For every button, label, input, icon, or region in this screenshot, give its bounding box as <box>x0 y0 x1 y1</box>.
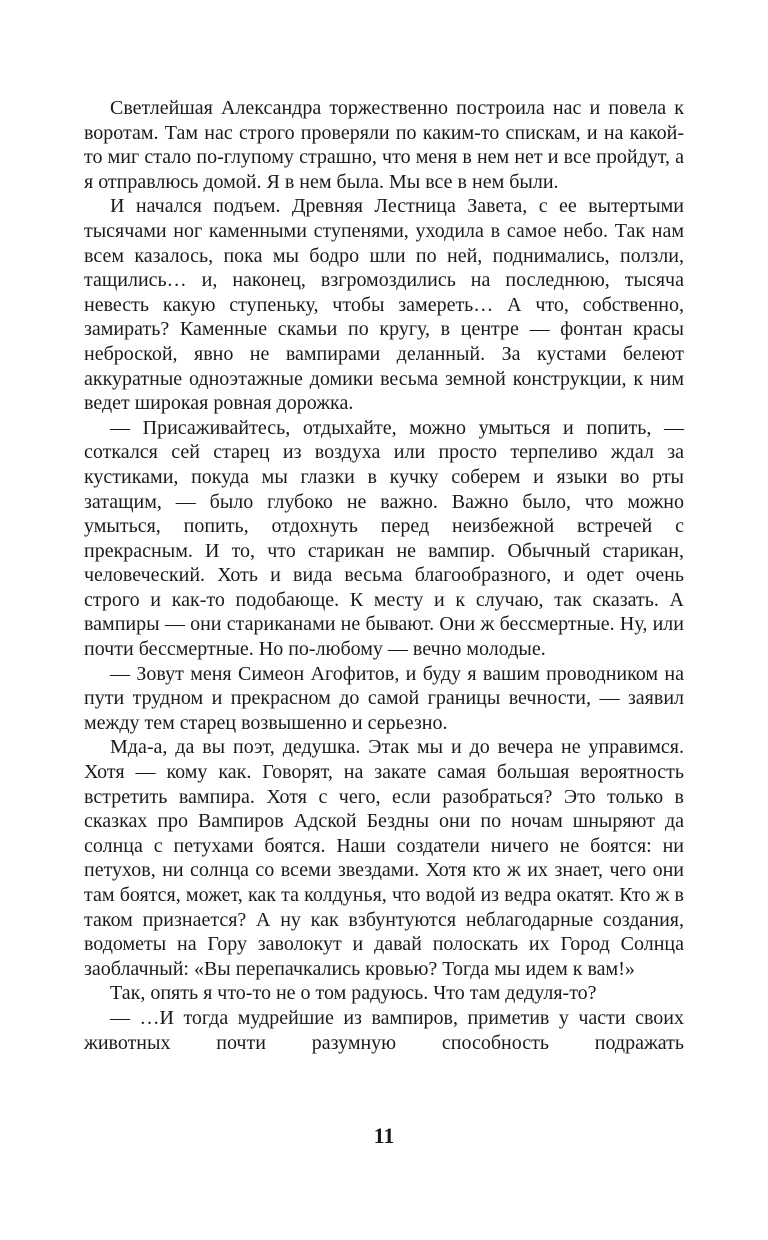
paragraph: — Зовут меня Симеон Агофитов, и буду я вашим проводником на пути трудном и прекрасном до самой границы вечности, — заявил между тем старец возвышенно и серьезно. <box>84 662 684 734</box>
paragraph: — Присаживайтесь, отдыхайте, можно умыться и попить, — соткался сей старец из воздуха или просто терпеливо ждал за кустиками, покуда мы глазки в кучку соберем и языки во рты затащим, — было глубоко не важно. Важно было, что можно умыться, попить, отдохнуть перед неизбежной встречей с прекрасным. И то, что старикан не вампир. Обычный старикан, человеческий. Хоть и вида весьма благообразного, и одет очень строго и как-то подобающе. К месту и к случаю, так сказать. А вампиры — они стариканами не бывают. Они ж бессмертные. Ну, или почти бессмертные. Но по-любому — вечно молодые. <box>84 416 684 661</box>
page-number: 11 <box>373 1123 395 1148</box>
paragraph: Так, опять я что-то не о том радуюсь. Что там дедуля-то? <box>110 982 597 1005</box>
paragraph: Светлейшая Александра торжественно построила нас и повела к воротам. Там нас строго проверяли по каким-то спискам, и на какой-то миг стало по-глупому страшно, что меня в нем нет и все пройдут, а я отправлюсь домой. Я в нем была. Мы все в нем были. <box>84 97 684 193</box>
paragraph: Мда-а, да вы поэт, дедушка. Этак мы и до вечера не управимся. Хотя — кому как. Говорят, на закате самая большая вероятность встретить вампира. Хотя с чего, если разобраться? Это только в сказках про Вампиров Адской Бездны они по ночам шныряют да солнца с петухами боятся. Наши создатели ничего не боятся: ни петухов, ни солнца со всеми звездами. Хотя кто ж их знает, чего они там боятся, может, как та колдунья, что водой из ведра окатят. Кто ж в таком признается? А ну как взбунтуются неблагодарные создания, водометы на Гору заволокут и давай полоскать их Город Солнца заоблачный: «Вы перепачкались кровью? Тогда мы идем к вам!» <box>84 736 684 980</box>
paragraph: — …И тогда мудрейшие из вампиров, приметив у части своих животных почти разумную способность подражать <box>84 1006 684 1054</box>
paragraph: И начался подъем. Древняя Лестница Завета, с ее вытертыми тысячами ног каменными ступенями, уходила в самое небо. Так нам всем казалось, пока мы бодро шли по ней, поднимались, ползли, тащились… и, наконец, взгромоздились на последнюю, тысяча невесть какую ступеньку, чтобы замереть… А что, собственно, замирать? Каменные скамьи по кругу, в центре — фонтан красы неброской, явно не вампирами деланный. За кустами белеют аккуратные одноэтажные домики весьма земной конструкции, к ним ведет широкая ровная дорожка. <box>84 195 684 415</box>
page-text <box>84 96 684 1055</box>
